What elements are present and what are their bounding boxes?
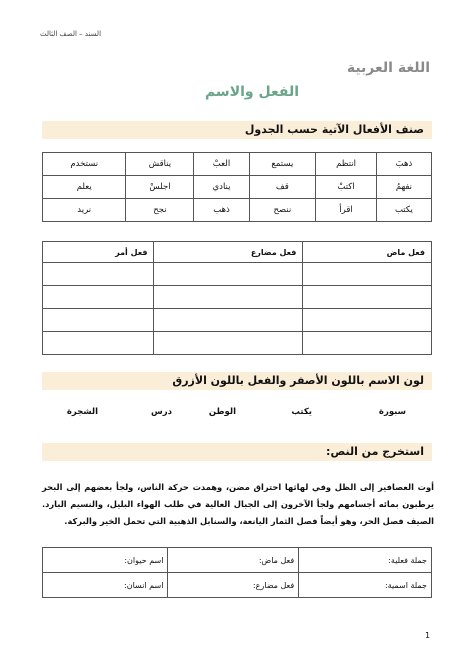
reading-passage: أوت العصافير إلى الظل وفي لهاثها احتراق مضن، وهمدت حركة الناس، ولجأ بعضهم إلى البحر يرطبون بمائه أجسامهم ولجأ الآخرون إلى الجبال العالية في طلب الهواء البليل، والنسيم البارد. الصيف فصل الحر، وهو أيضاً فصل الثمار اليانعة، والسنابل الذهبية التي تحمل الخير والبركة. [42,482,434,526]
sort-row [43,332,432,355]
verb-cell: العبْ [194,153,249,176]
sort-row [43,309,432,332]
extract-cell[interactable]: فعل مضارع: [168,573,299,598]
extract-cell[interactable]: اسم انسان: [43,573,168,598]
verb-cell: نفهمُ [376,176,431,199]
section1-title: صنف الأفعال الآتية حسب الجدول [42,121,432,139]
extract-row [43,573,432,598]
verb-cell: يناقش [126,153,194,176]
sort-answer-cell[interactable] [154,332,303,355]
extract-cell[interactable]: جملة اسمية: [299,573,432,598]
sort-table [42,241,432,355]
word-item[interactable]: يكتب [291,407,312,417]
lesson-title: الفعل والاسم [204,84,300,100]
sort-row [43,286,432,309]
word-item[interactable]: درس [151,407,172,417]
verb-cell: ننصح [249,199,316,222]
sort-answer-cell[interactable] [43,286,154,309]
verb-cell: ينادي [194,176,249,199]
sort-row [43,263,432,286]
sort-header: فعل ماض [303,242,432,263]
word-item[interactable]: الوطن [208,407,236,417]
subject-title: اللغة العربية [346,60,430,76]
sort-answer-cell[interactable] [303,286,432,309]
extract-row [43,548,432,573]
header-note: السند – الصف الثالث [40,30,102,38]
section2-title: لون الاسم باللون الأصفر والفعل باللون الأزرق [42,372,432,390]
verbs-table [42,152,432,222]
extract-cell[interactable]: جملة فعلية: [299,548,432,573]
verb-cell: يستمع [249,153,316,176]
verb-cell: ذهب [194,199,249,222]
verb-cell: اقرأ [316,199,377,222]
sort-answer-cell[interactable] [303,332,432,355]
word-item[interactable]: الشجرة [66,407,98,417]
word-item[interactable]: سبورة [378,407,406,417]
verbs-row [43,153,432,176]
sort-answer-cell[interactable] [43,332,154,355]
verb-cell: يكتب [376,199,431,222]
verbs-row [43,176,432,199]
sort-answer-cell[interactable] [303,263,432,286]
verbs-row [43,199,432,222]
sort-answer-cell[interactable] [303,309,432,332]
verb-cell: قف [249,176,316,199]
extract-cell[interactable]: فعل ماض: [168,548,299,573]
page-number: 1 [425,631,431,640]
sort-answer-cell[interactable] [154,309,303,332]
sort-answer-cell[interactable] [154,263,303,286]
sort-header: فعل مضارع [154,242,303,263]
verb-cell: انتظم [316,153,377,176]
sort-answer-cell[interactable] [43,309,154,332]
verb-cell: اجلسْ [126,176,194,199]
sort-answer-cell[interactable] [154,286,303,309]
verb-cell: ذهبَ [376,153,431,176]
words-row [42,407,432,421]
verb-cell: يعلم [43,176,126,199]
verb-cell: اكتبْ [316,176,377,199]
verb-cell: نريد [43,199,126,222]
extract-table [42,547,432,598]
verb-cell: نستخدم [43,153,126,176]
extract-cell[interactable]: اسم حيوان: [43,548,168,573]
verb-cell: نجح [126,199,194,222]
section3-title: استخرج من النص: [42,443,432,461]
sort-answer-cell[interactable] [43,263,154,286]
sort-header: فعل أمر [43,242,154,263]
